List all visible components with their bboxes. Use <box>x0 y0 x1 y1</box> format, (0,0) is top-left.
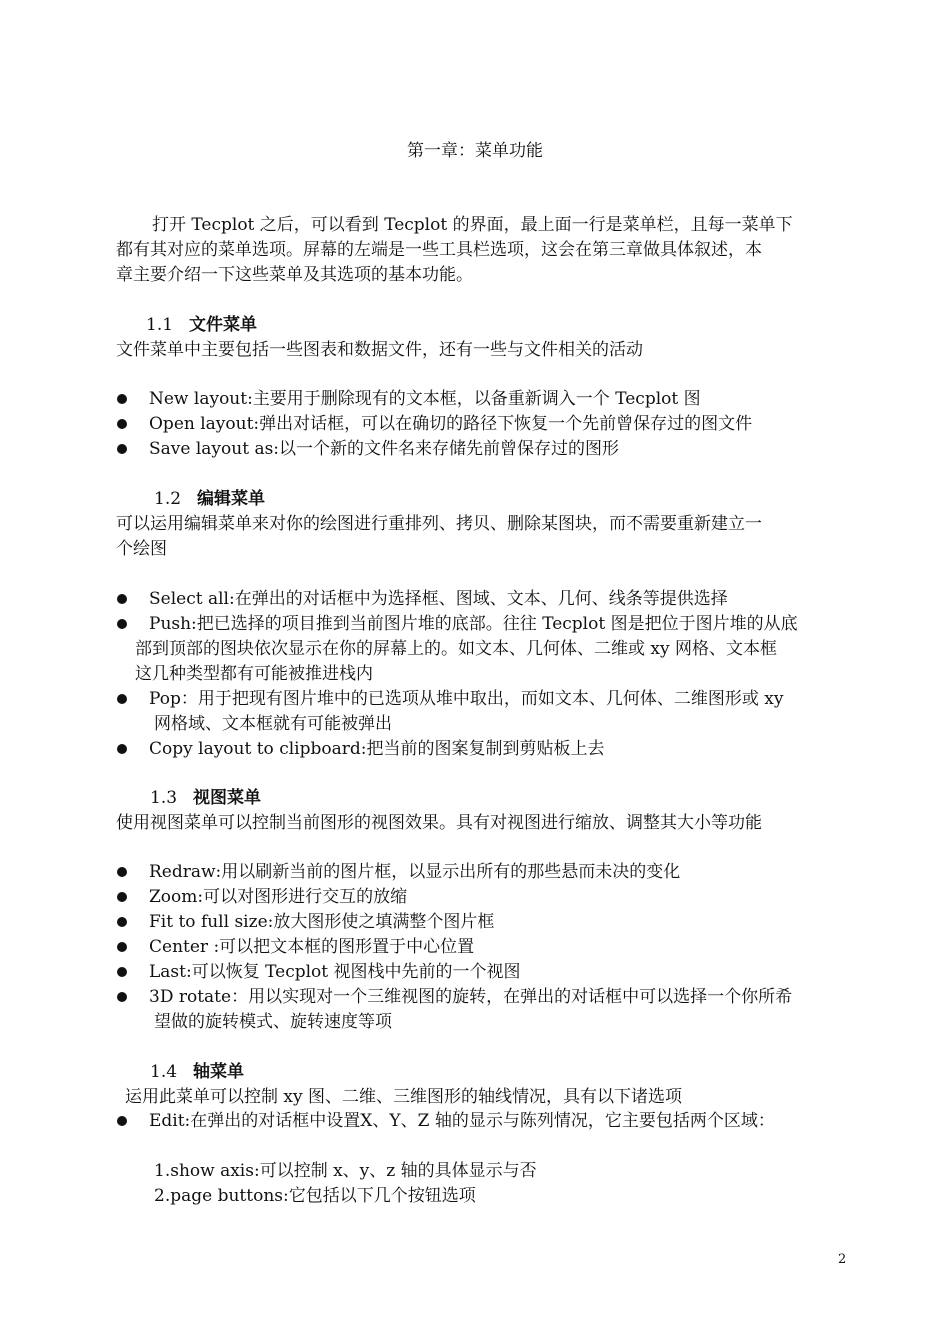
sub-item: 1.show axis:可以控制 x、y、z 轴的具体显示与否 <box>154 1161 537 1181</box>
bullet-icon <box>116 985 130 1010</box>
section-description: 文件菜单中主要包括一些图表和数据文件，还有一些与文件相关的活动 <box>116 340 643 360</box>
section-name: 轴菜单 <box>193 1062 245 1082</box>
section-name: 文件菜单 <box>189 315 258 335</box>
section-description: 个绘图 <box>116 539 167 559</box>
bullet-icon <box>116 860 130 885</box>
intro-line: 都有其对应的菜单选项。屏幕的左端是一些工具栏选项，这会在第三章做具体叙述，本 <box>116 240 762 260</box>
section-description: 可以运用编辑菜单来对你的绘图进行重排列、拷贝、删除某图块，而不需要重新建立一 <box>116 514 762 534</box>
intro-line: 打开 Tecplot 之后，可以看到 Tecplot 的界面，最上面一行是菜单栏，且每一菜单下 <box>152 215 793 235</box>
bullet-icon <box>116 412 130 437</box>
list-item: New layout:主要用于删除现有的文本框，以备重新调入一个 Tecplot 图 <box>149 389 701 409</box>
list-item: Redraw:用以刷新当前的图片框，以显示出所有的那些悬而未决的变化 <box>149 862 681 882</box>
bullet-icon <box>116 687 130 712</box>
bullet-icon <box>116 587 130 612</box>
section-number: 1.2 <box>154 489 182 509</box>
list-item: Pop：用于把现有图片堆中的已选项从堆中取出，而如文本、几何体、二维图形或 xy <box>149 689 784 709</box>
bullet-icon <box>116 935 130 960</box>
list-item-continuation: 这几种类型都有可能被推进栈内 <box>135 664 373 684</box>
list-item: 3D rotate：用以实现对一个三维视图的旋转，在弹出的对话框中可以选择一个你所希 <box>149 987 793 1007</box>
list-item: Center :可以把文本框的图形置于中心位置 <box>149 937 475 957</box>
section-name: 编辑菜单 <box>197 489 266 509</box>
list-item: Fit to full size:放大图形使之填满整个图片框 <box>149 912 495 932</box>
page-number: 2 <box>838 1252 847 1267</box>
section-number: 1.4 <box>150 1062 178 1082</box>
bullet-icon <box>116 737 130 762</box>
section-number: 1.1 <box>146 315 174 335</box>
list-item-continuation: 部到顶部的图块依次显示在你的屏幕上的。如文本、几何体、二维或 xy 网格、文本框 <box>135 639 777 659</box>
intro-line: 章主要介绍一下这些菜单及其选项的基本功能。 <box>116 265 473 285</box>
list-item: Save layout as:以一个新的文件名来存储先前曾保存过的图形 <box>149 439 620 459</box>
list-item: Copy layout to clipboard:把当前的图案复制到剪贴板上去 <box>149 739 605 759</box>
section-number: 1.3 <box>150 788 178 808</box>
sub-item: 2.page buttons:它包括以下几个按钮选项 <box>154 1186 476 1206</box>
chapter-title: 第一章：菜单功能 <box>407 141 543 161</box>
section-heading <box>150 1060 244 1085</box>
bullet-icon <box>116 612 130 637</box>
bullet-icon <box>116 960 130 985</box>
bullet-icon <box>116 910 130 935</box>
list-item: Zoom:可以对图形进行交互的放缩 <box>149 887 408 907</box>
list-item: Select all:在弹出的对话框中为选择框、图域、文本、几何、线条等提供选择 <box>149 589 728 609</box>
list-item: Last:可以恢复 Tecplot 视图栈中先前的一个视图 <box>149 962 521 982</box>
list-item: Edit:在弹出的对话框中设置X、Y、Z 轴的显示与陈列情况，它主要包括两个区域： <box>149 1111 775 1131</box>
section-heading <box>146 313 257 338</box>
bullet-icon <box>116 387 130 412</box>
list-item: Push:把已选择的项目推到当前图片堆的底部。往往 Tecplot 图是把位于图片堆的从底 <box>149 614 798 634</box>
section-heading <box>154 487 265 512</box>
section-description: 运用此菜单可以控制 xy 图、二维、三维图形的轴线情况，具有以下诸选项 <box>125 1087 682 1107</box>
list-item-continuation: 网格域、文本框就有可能被弹出 <box>154 714 392 734</box>
list-item: Open layout:弹出对话框，可以在确切的路径下恢复一个先前曾保存过的图文件 <box>149 414 753 434</box>
bullet-icon <box>116 885 130 910</box>
bullet-icon <box>116 1109 130 1134</box>
section-description: 使用视图菜单可以控制当前图形的视图效果。具有对视图进行缩放、调整其大小等功能 <box>116 813 762 833</box>
bullet-icon <box>116 437 130 462</box>
section-name: 视图菜单 <box>193 788 262 808</box>
list-item-continuation: 望做的旋转模式、旋转速度等项 <box>154 1012 392 1032</box>
section-heading <box>150 786 261 811</box>
